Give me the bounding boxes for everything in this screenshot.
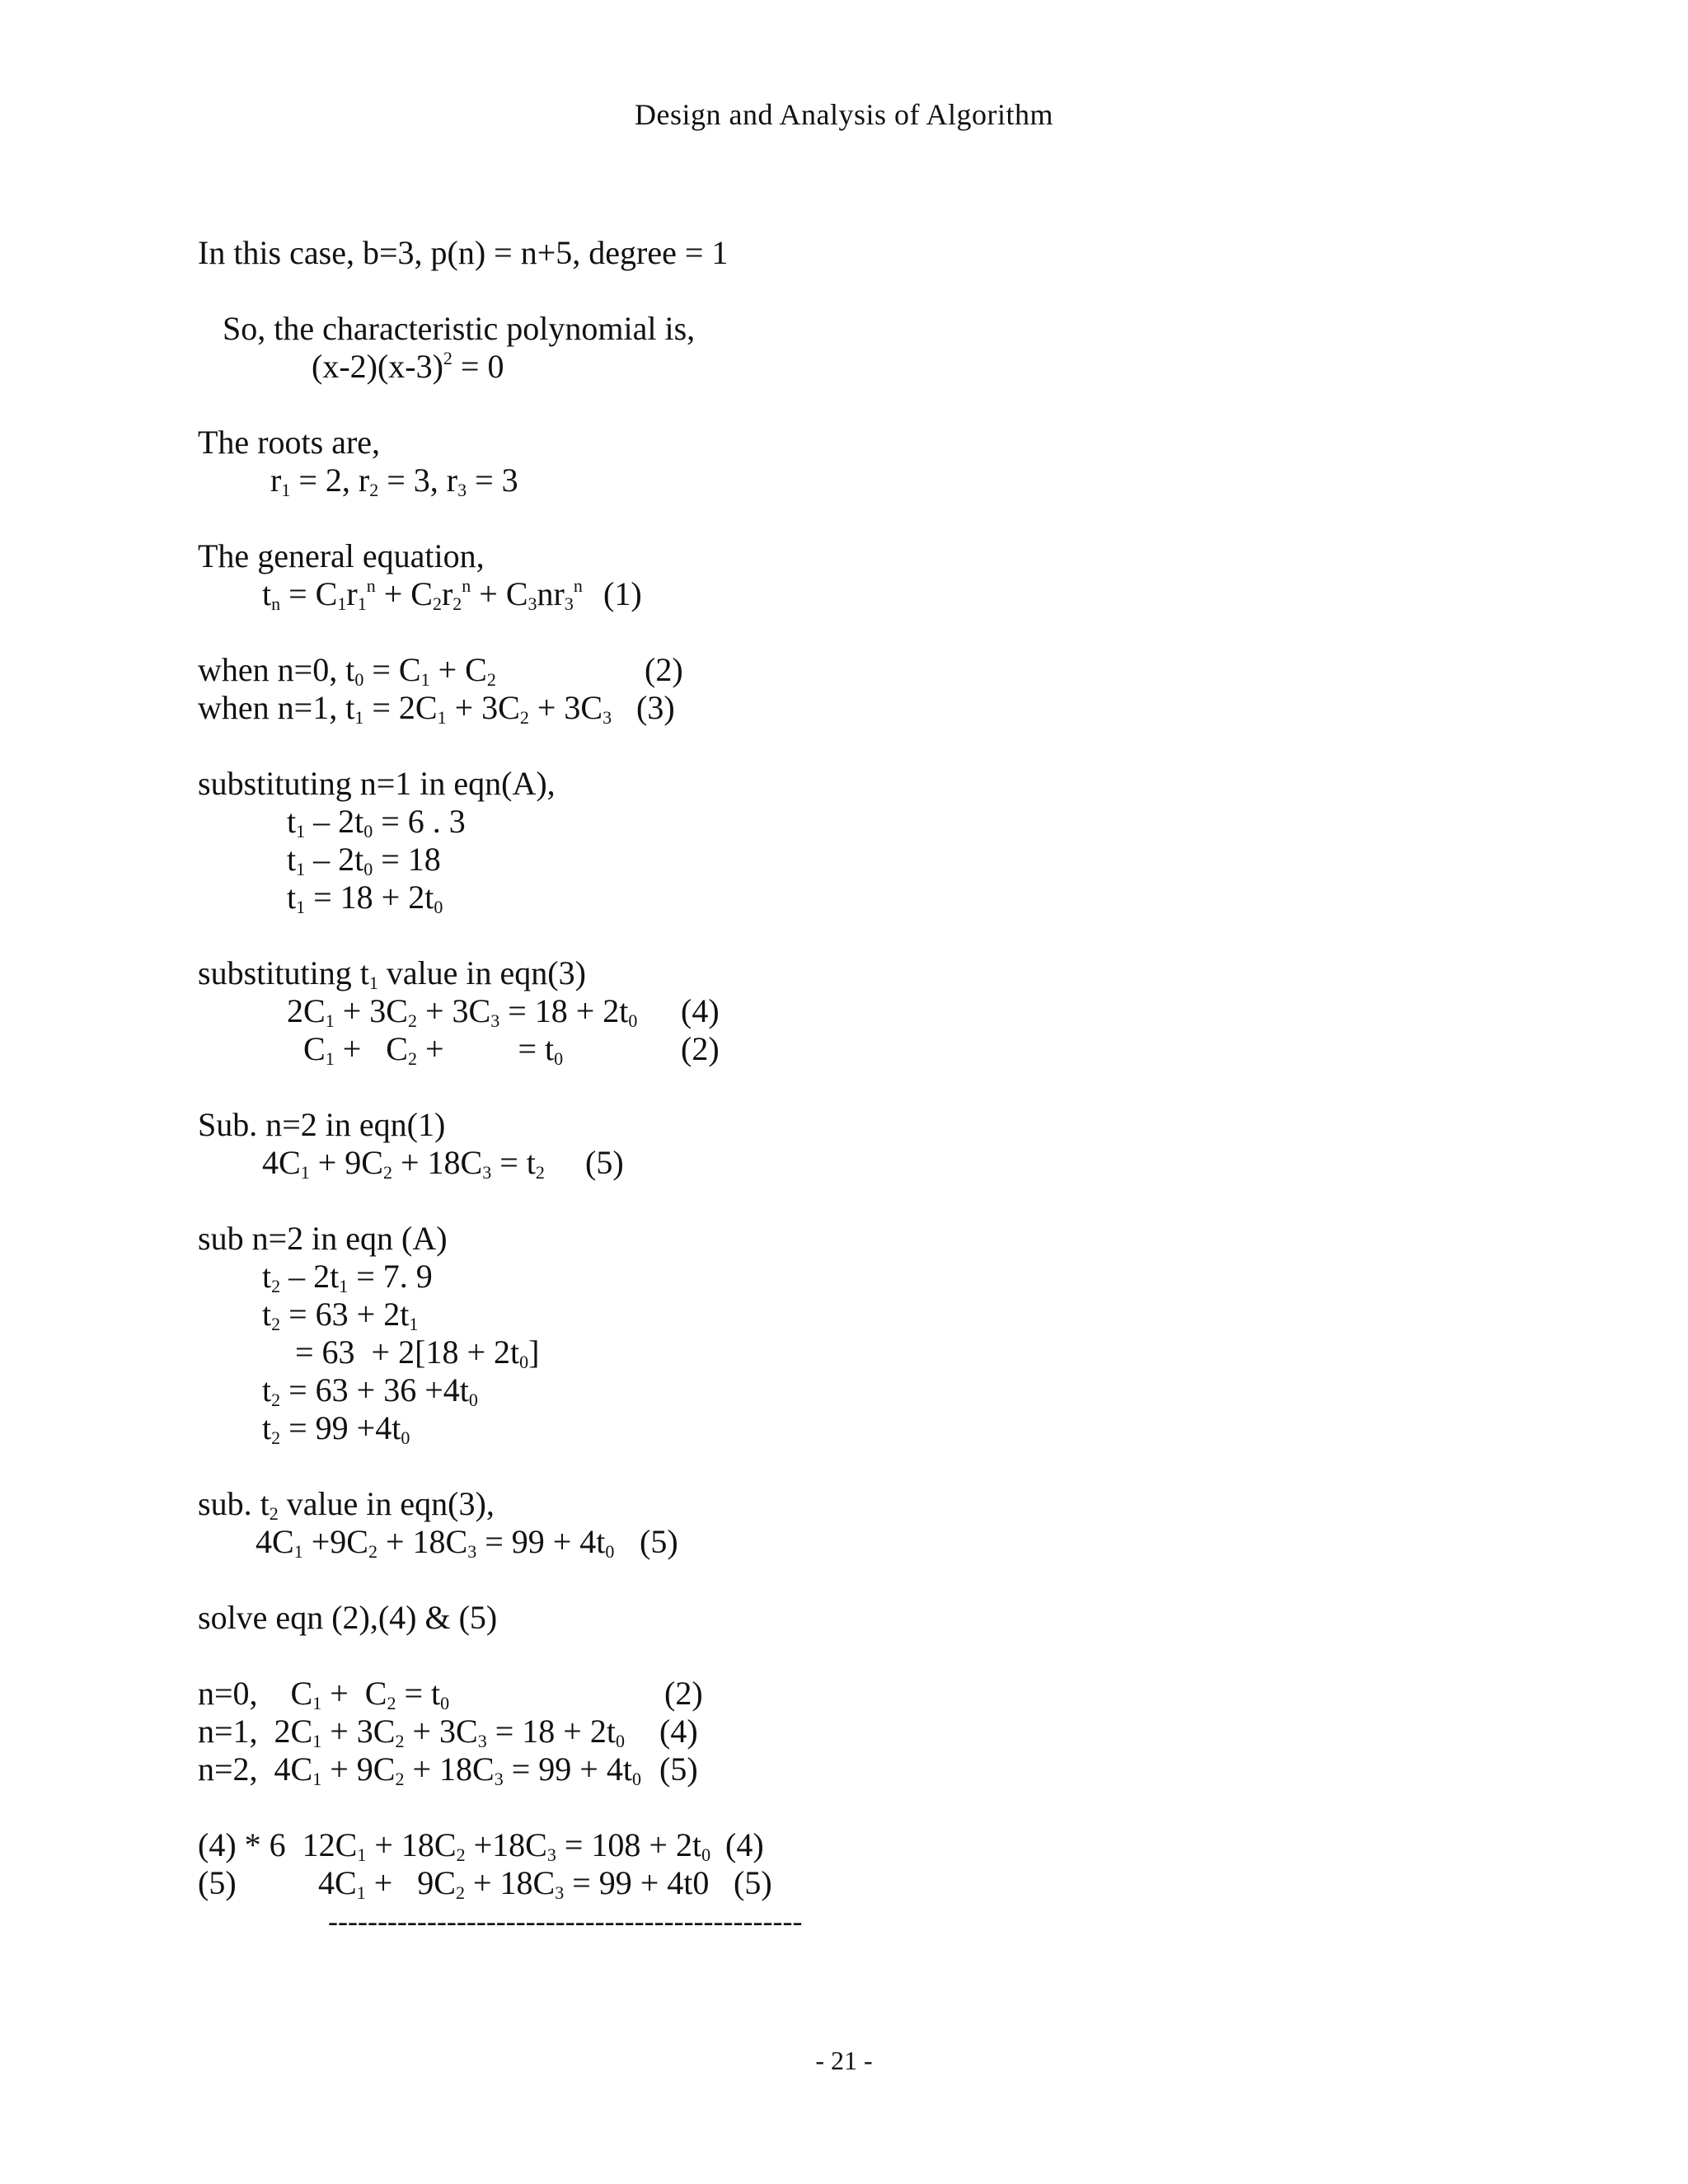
roots-heading: The roots are, [198, 424, 381, 461]
general-equation: $t_n = C_1r_1^n + C_2r_2^n + C_3nr_3^n$ [262, 575, 583, 614]
substitution-heading: Sub. n=2 in eqn(1) [198, 1106, 446, 1143]
equation-number: (2) [664, 1675, 703, 1712]
polynomial-intro: So, the characteristic polynomial is, [223, 310, 696, 347]
system-equation: n=0, $C_1 + C_2 = t_0$ [198, 1675, 450, 1713]
solve-heading: solve eqn (2),(4) & (5) [198, 1599, 498, 1636]
substitution-heading: substituting n=1 in eqn(A), [198, 765, 556, 802]
elimination-line: (4) * 6 $12C_1 + 18C_2 +18C_3 = 108 + 2t_0$ [198, 1826, 711, 1865]
system-equation: n=2, $4C_1 + 9C_2 + 18C_3 = 99 + 4t_0$ [198, 1750, 641, 1789]
derivation-line: $t_1 = 18 + 2t_0$ [287, 879, 443, 917]
equation-number: (5) [734, 1864, 772, 1901]
derivation-line: = $63 + 2[18 + 2t_0]$ [295, 1333, 540, 1372]
equation-number: (5) [585, 1144, 624, 1181]
running-header: Design and Analysis of Algorithm [635, 98, 1053, 131]
equation-number: (5) [659, 1750, 698, 1788]
equation-line: $4C_1 + 9C_2 + 18C_3 = t_2$ [262, 1144, 545, 1183]
equation-number: (5) [640, 1523, 678, 1560]
equation-line: $4C_1 +9C_2 + 18C_3 = 99 + 4t_0$ [256, 1523, 615, 1562]
equation-n1: when n=1, $t_1 = 2C_1 + 3C_2 + 3C_3$ [198, 689, 612, 728]
equation-line: $C_1 + C_2$ + = $t_0$ [303, 1030, 564, 1069]
equation-number: (2) [681, 1030, 720, 1067]
roots-values: $r_1 = 2$, $r_2 = 3$, $r_3 = 3$ [270, 462, 518, 500]
equation-number: (4) [659, 1713, 698, 1750]
case-statement: In this case, b=3, p(n) = n+5, degree = 1 [198, 234, 729, 271]
derivation-line: $t_1 - 2t_0 = 18$ [287, 841, 441, 879]
equation-number: (2) [645, 651, 683, 688]
equation-number: (3) [636, 689, 675, 726]
equation-line: $2C_1 + 3C_2 + 3C_3 = 18 + 2t_0$ [287, 992, 638, 1031]
substitution-heading: sub. $t_2$ value in eqn(3), [198, 1485, 495, 1524]
subtraction-rule: ------------------------------------------------ [328, 1905, 803, 1938]
derivation-line: $t_2 - 2t_1 = 7$. 9 [262, 1258, 433, 1296]
derivation-line: $t_2 = 63 + 36 +4t_0$ [262, 1371, 478, 1410]
characteristic-polynomial: $(x-2)(x-3)^2 = 0$ [312, 348, 504, 385]
substitution-heading: sub n=2 in eqn (A) [198, 1220, 448, 1257]
substitution-heading: substituting $t_1$ value in eqn(3) [198, 954, 586, 993]
page-number: - 21 - [815, 2046, 873, 2075]
derivation-line: $t_1 - 2t_0 = 6$ . 3 [287, 803, 466, 841]
general-equation-heading: The general equation, [198, 537, 485, 574]
elimination-label: (5) [198, 1864, 237, 1901]
derivation-line: $t_2 = 99 +4t_0$ [262, 1409, 410, 1448]
equation-number: (1) [603, 575, 642, 612]
derivation-line: $t_2 = 63 + 2t_1$ [262, 1296, 419, 1334]
equation-n0: when n=0, $t_0 = C_1 + C_2$ [198, 651, 496, 690]
equation-number: (4) [725, 1826, 764, 1863]
equation-number: (4) [681, 992, 720, 1029]
system-equation: n=1, $2C_1 + 3C_2 + 3C_3 = 18 + 2t_0$ [198, 1713, 625, 1751]
elimination-line: $4C_1 + 9C_2 + 18C_3 = 99 + 4t0$ [318, 1864, 710, 1903]
